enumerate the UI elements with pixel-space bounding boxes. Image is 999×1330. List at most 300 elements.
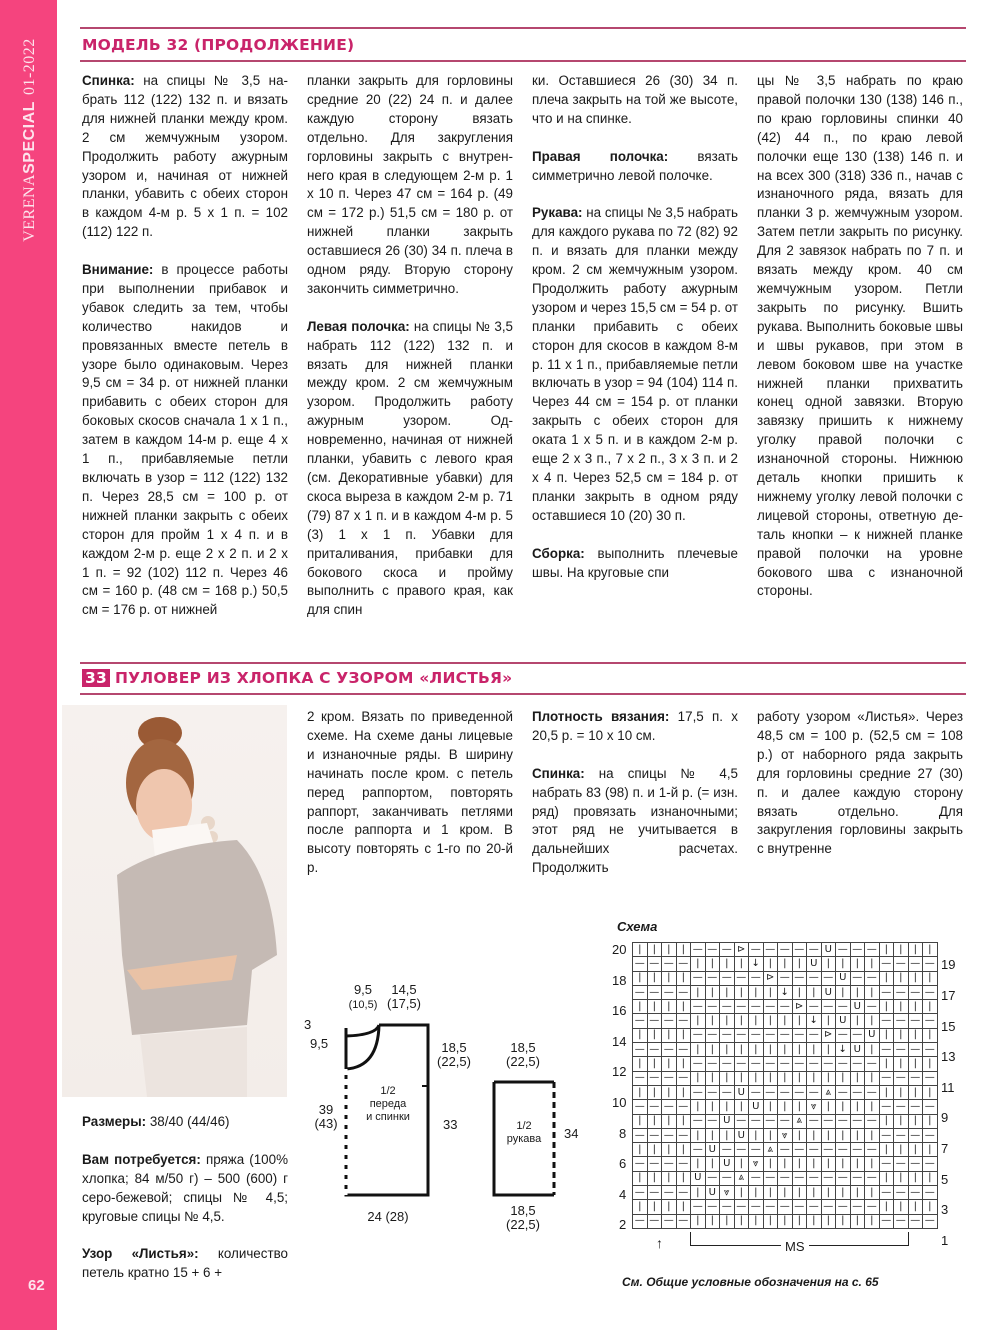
chart-cell: | [821,1100,836,1114]
chart-cell: | [908,1000,923,1014]
paragraph [307,318,513,621]
chart-cell: — [763,1114,778,1128]
body-piece-label: 1/2 переда и спинки [366,1085,410,1123]
chart-cell: — [894,1157,909,1171]
chart-cell: — [908,1071,923,1085]
chart-cell: U [705,1143,720,1157]
chart-cell: ⊳ [792,1000,807,1014]
paragraph-text: количество петель кратно 15 + 6 + [82,1246,288,1281]
chart-cell: — [879,957,894,971]
paragraph-text: планки закрыть для горловины средние 20 (22) 24 п. и далее каждую сторону вязать отдельно. Для закругления горловины закрыть с внутреннего края в следующем 2-м р. 1 х 10 п. Через 47 см = 164 р. (49 см = 172 р.) 51,5 см = 180 р. от нижней планки закрыть оставшиеся 26 (30) 34 п. плеча в одном ряду. Вторую сторону закончить симметрично. [307,73,513,296]
chart-cell: | [807,985,822,999]
paragraph-text: 2 кром. Вязать по приведенной схеме. На схеме даны лицевые и изнаночные ряды. В ширину начинать после кром. с петель перед раппортом, повторять раппорт, заканчивать петлями после раппорта и 1 кром. В высоту повторять с 1-го по 20-й р. [307,709,513,876]
chart-cell: — [836,1171,851,1185]
chart-cell: | [778,1157,793,1171]
chart-title: Схема [617,919,658,934]
chart-cell: — [662,1157,677,1171]
chart-cell: | [705,1100,720,1114]
chart-cell: | [734,1100,749,1114]
model-number-badge: 33 [82,669,110,687]
row-number: 2 [619,1217,627,1233]
chart-cell: — [879,985,894,999]
chart-cell: — [647,1214,662,1228]
paragraph-text: на спицы № 3,5 набрать 112 (122) 132 п. и вязать для нижней планки между кром. 2 см жемчужным узором. Продолжить работу ажурным узором. Одновременно, начиная от нижней планки, убавить с левого края (см. Декоративные убавки) для скоса выреза в каждом 2-м р. 71 (79) 87 х 1 п. и в каждом 4-м р. 5 (3) 1 х 1 п. Убавки для приталивания, прибавки для бокового скоса и пройму выполнить с правого края, как для спин [307,318,513,618]
chart-cell: | [894,971,909,985]
dim-side-height: 33 [443,1117,458,1132]
chart-cell: — [850,1200,865,1214]
chart-cell: — [850,1143,865,1157]
chart-cell: — [792,1200,807,1214]
chart-cell: — [720,943,735,957]
chart-cell: | [676,1000,691,1014]
chart-cell: ⩔ [807,1100,822,1114]
chart-cell: — [894,1186,909,1200]
chart-cell: | [908,1057,923,1071]
chart-cell: — [763,943,778,957]
chart-cell: | [749,1186,764,1200]
chart-row-2 [633,1200,938,1214]
chart-cell: | [647,1143,662,1157]
chart-cell: | [923,1028,938,1042]
row-number: 5 [941,1171,949,1187]
chart-cell: U [850,1000,865,1014]
chart-cell: | [734,1157,749,1171]
chart-cell: | [894,943,909,957]
chart-row-5 [633,1157,938,1171]
chart-cell: — [720,1028,735,1042]
paragraph-label: Размеры: [82,1114,147,1129]
chart-cell: — [908,1157,923,1171]
chart-cell: | [923,1000,938,1014]
chart-cell: — [647,1071,662,1085]
chart-cell: — [908,985,923,999]
chart-cell: — [720,1085,735,1099]
row-number: 19 [941,957,956,973]
chart-row-20 [633,943,938,957]
chart-cell: — [807,1171,822,1185]
chart-cell: | [908,1171,923,1185]
chart-cell: | [778,1014,793,1028]
chart-cell: ⊳ [763,971,778,985]
chart-cell: — [865,1057,880,1071]
chart-cell: — [749,1028,764,1042]
chart-cell: | [923,1057,938,1071]
chart-cell: | [836,1186,851,1200]
paragraph [532,204,738,525]
chart-cell: ⩔ [749,1157,764,1171]
chart-cell: | [821,1214,836,1228]
chart-cell: — [749,1000,764,1014]
chart-cell: | [676,1114,691,1128]
chart-cell: — [676,1043,691,1057]
chart-cell: | [894,1114,909,1128]
chart-cell: | [691,1186,706,1200]
chart-cell: — [633,1043,648,1057]
chart-cell: — [908,1214,923,1228]
chart-cell: — [923,957,938,971]
chart-cell: | [647,1000,662,1014]
chart-cell: | [705,1043,720,1057]
chart-cell: — [807,1000,822,1014]
chart-cell: — [749,1200,764,1214]
chart-cell: — [836,1057,851,1071]
row-number: 15 [941,1018,956,1034]
chart-cell: — [705,943,720,957]
paragraph-label: Рукава: [532,205,583,221]
text-column [532,708,738,878]
chart-cell: | [720,957,735,971]
chart-cell: — [923,1128,938,1142]
dim-armhole-height: 18,5 (22,5) [437,1040,471,1069]
paragraph [757,708,963,859]
row-number: 4 [619,1186,627,1202]
chart-cell: | [850,957,865,971]
chart-cell: | [894,1200,909,1214]
chart-cell: U [705,1186,720,1200]
chart-cell: — [792,1028,807,1042]
chart-cell: — [734,1114,749,1128]
row-number: 3 [941,1202,949,1218]
chart-row-9 [633,1100,938,1114]
chart-cell: — [633,1214,648,1228]
chart-row-18 [633,971,938,985]
chart-cell: — [792,1057,807,1071]
chart-cell: | [763,1214,778,1228]
chart-cell: — [633,957,648,971]
chart-cell: | [807,1214,822,1228]
chart-cell: — [923,1100,938,1114]
chart-cell: U [720,1114,735,1128]
chart-cell: | [908,1028,923,1042]
divider [80,60,966,62]
chart-cell: — [691,1200,706,1214]
row-number: 14 [612,1033,627,1049]
chart-cell: — [850,1028,865,1042]
chart-cell: ⩔ [720,1186,735,1200]
chart-cell: | [705,957,720,971]
chart-row-17 [633,985,938,999]
chart-cell: — [778,1085,793,1099]
chart-cell: — [778,943,793,957]
chart-cell: — [865,1200,880,1214]
chart-cell: — [778,1028,793,1042]
chart-cell: — [923,1186,938,1200]
chart-cell: — [836,1028,851,1042]
chart-cell: | [691,1128,706,1142]
chart-cell: — [676,1157,691,1171]
chart-cell: | [894,1171,909,1185]
chart-cell: | [749,985,764,999]
chart-cell: | [720,1214,735,1228]
row-number: 6 [619,1156,627,1172]
chart-cell: | [908,971,923,985]
chart-cell: | [865,1186,880,1200]
chart-cell: — [865,1171,880,1185]
chart-cell: — [691,1143,706,1157]
chart-cell: U [807,957,822,971]
chart-cell: — [778,1057,793,1071]
text-column [307,708,513,878]
chart-cell: | [821,1043,836,1057]
chart-cell: — [850,943,865,957]
chart-cell: — [647,1157,662,1171]
chart-cell: — [807,1200,822,1214]
dim-sleeve-top: 18,5 (22,5) [506,1040,540,1069]
pattern-diagram [300,975,600,1235]
chart-cell: — [850,1171,865,1185]
chart-cell: | [633,1057,648,1071]
dim-sleeve-height: 34 [564,1126,579,1141]
chart-cell: | [647,1114,662,1128]
chart-cell: — [647,957,662,971]
chart-cell: | [807,1043,822,1057]
chart-cell: — [662,1214,677,1228]
paragraph-text: на спицы № 3,5 набрать 112 (122) 132 п. и вязать для нижней планки между кром. 2 см жемчужным узором. Продолжить работу ажурным узором и, начиная от нижней планки, убавить с обеих сторон в каждом 4-м р. 5 х 1 п. = 102 (112) 122 п. [82,73,288,240]
chart-cell: | [691,957,706,971]
chart-cell: — [792,1171,807,1185]
paragraph-text: на спицы № 4,5 набрать 83 (98) п. и 1-й р. (= изн. ряд) провязать изнаночными; этот ряд не учитывается в дальнейших расчетах. Продолжить [532,765,738,876]
chart-cell: — [763,1200,778,1214]
chart-cell: | [879,1171,894,1185]
chart-cell: | [749,1214,764,1228]
chart-cell: ⩓ [792,1114,807,1128]
chart-cell: — [734,971,749,985]
chart-cell: — [923,985,938,999]
chart-cell: — [821,1171,836,1185]
chart-cell: — [662,985,677,999]
chart-cell: | [923,1114,938,1128]
chart-cell: | [734,1071,749,1085]
dim-neck-width: 9,5 (10,5) [348,982,378,1011]
chart-cell: U [821,943,836,957]
chart-cell: — [879,1100,894,1114]
chart-cell: — [923,1214,938,1228]
chart-cell: U [850,1043,865,1057]
chart-cell: | [850,985,865,999]
paragraph [82,1151,288,1227]
paragraph-text: на спицы № 3,5 набрать для каждого рукава по 72 (82) 92 п. и вязать для планки между кром. 2 см жемчужным узором. Продолжить работу ажурным узором и через 15,5 см = 54 р. от планки прибавить с обеих сторон для скосов в каждом 8-м р. 11 х 1 п., прибавляемые петли включать в узор = 94 (104) 114 п. Через 44 см = 154 р. от планки закрыть с обеих сторон для оката 1 х 5 п. и в каждом 2-м р. еще 2 х 3 п., 7 х 2 п., 3 х 3 п. и 2 х 4 п. Через 52,5 см = 184 р. от планки закрыть в одном ряду оставшиеся 10 (20) 30 п. [532,205,738,523]
chart-cell: | [633,1143,648,1157]
paragraph-label: Спинка: [532,765,585,781]
chart-cell: U [734,1128,749,1142]
chart-cell: — [836,1085,851,1099]
paragraph [532,708,738,746]
chart-cell: | [763,1100,778,1114]
chart-cell: — [676,1214,691,1228]
chart-cell: | [879,1200,894,1214]
chart-cell: | [894,1000,909,1014]
dim-shoulder-width: 14,5 (17,5) [387,982,421,1011]
section-title-32: МОДЕЛЬ 32 (ПРОДОЛЖЕНИЕ) [82,36,355,54]
chart-cell: | [821,1014,836,1028]
paragraph [82,1113,288,1132]
chart-cell: — [662,1014,677,1028]
chart-cell: — [865,1000,880,1014]
brand-issue: 01-2022 [21,38,38,96]
chart-cell: | [647,1057,662,1071]
chart-cell: — [792,971,807,985]
chart-cell: | [865,1043,880,1057]
chart-cell: — [850,1057,865,1071]
chart-cell: | [850,1186,865,1200]
chart-cell: U [836,971,851,985]
chart-cell: — [850,971,865,985]
dim-neck-drop: 3 [304,1017,312,1032]
chart-cell: | [734,957,749,971]
chart-cell: | [865,1014,880,1028]
row-number: 8 [619,1125,627,1141]
chart-cell: — [894,1043,909,1057]
chart-cell: | [749,1071,764,1085]
chart-cell: | [821,957,836,971]
chart-cell: — [894,1100,909,1114]
chart-cell: — [647,1014,662,1028]
dim-body-height: 39 (43) [314,1102,338,1131]
chart-cell: — [705,1171,720,1185]
chart-cell: — [705,1057,720,1071]
chart-cell: | [923,1085,938,1099]
chart-cell: — [792,1085,807,1099]
chart-cell: — [691,943,706,957]
chart-cell: | [662,943,677,957]
chart-cell: — [908,957,923,971]
dim-sleeve-bottom: 18,5 (22,5) [506,1203,540,1232]
chart-cell: — [691,1000,706,1014]
chart-cell: — [763,1085,778,1099]
chart-cell: | [792,957,807,971]
text-column [757,72,963,601]
paragraph-label: Сборка: [532,545,585,561]
chart-cell: | [865,1214,880,1228]
chart-cell: | [879,943,894,957]
chart-cell: | [908,1085,923,1099]
chart-cell: ⩓ [821,1085,836,1099]
chart-cell: — [691,1085,706,1099]
chart-cell: — [633,1128,648,1142]
paragraph-text: пряжа (100% хлопка; 84 м/50 г) – 500 (600) г серо-бежевой; спицы № 4,5; круговые спицы № 4,5. [82,1151,288,1224]
chart-cell: — [633,1014,648,1028]
chart-cell: | [894,1028,909,1042]
chart-cell: | [821,1071,836,1085]
chart-cell: | [662,1114,677,1128]
chart-row-3 [633,1186,938,1200]
chart-cell: | [792,1128,807,1142]
row-number: 1 [941,1232,949,1248]
chart-cell: U [821,985,836,999]
chart-cell: ⩔ [778,1128,793,1142]
chart-cell: | [792,1186,807,1200]
chart-cell: | [908,1200,923,1214]
chart-cell: — [821,1200,836,1214]
chart-cell: | [763,1043,778,1057]
chart-cell: | [705,985,720,999]
chart-cell: — [676,985,691,999]
chart-row-10 [633,1085,938,1099]
paragraph-label: Узор «Листья»: [82,1246,199,1262]
chart-cell: | [923,943,938,957]
row-number: 7 [941,1140,949,1156]
chart-cell: | [908,1114,923,1128]
chart-cell: — [705,1200,720,1214]
legend-reference: См. Общие условные обозначения на с. 65 [622,1275,879,1289]
chart-cell: | [778,957,793,971]
chart-cell: | [865,1100,880,1114]
chart-cell: | [633,1171,648,1185]
paragraph-text: ки. Оставшиеся 26 (30) 34 п. плеча закрыть на той же высоте, что и на спинке. [532,73,738,126]
chart-cell: | [879,1028,894,1042]
chart-cell: ⩓ [734,1171,749,1185]
chart-cell: ↓ [836,1043,851,1057]
chart-cell: — [778,1114,793,1128]
chart-cell: — [705,971,720,985]
chart-cell: — [705,1085,720,1099]
chart-cell: — [879,1014,894,1028]
chart-row-4 [633,1171,938,1185]
chart-cell: — [720,1143,735,1157]
chart-cell: — [778,1200,793,1214]
chart-cell: — [778,971,793,985]
chart-cell: — [662,1043,677,1057]
chart-cell: — [894,1214,909,1228]
chart-cell: — [836,1200,851,1214]
paragraph-text: 38/40 (44/46) [146,1114,230,1129]
chart-cell: — [908,1043,923,1057]
chart-cell: | [749,1128,764,1142]
chart-cell: | [923,1171,938,1185]
chart-cell: | [676,1200,691,1214]
chart-cell: — [923,1157,938,1171]
chart-cell: — [647,985,662,999]
chart-cell: | [633,1000,648,1014]
chart-cell: — [647,1100,662,1114]
chart-cell: — [705,1028,720,1042]
chart-cell: — [720,1171,735,1185]
chart-cell: — [734,1000,749,1014]
chart-cell: | [865,1128,880,1142]
chart-cell: | [792,1043,807,1057]
chart-cell: | [807,1186,822,1200]
chart-cell: — [720,971,735,985]
chart-row-6 [633,1143,938,1157]
paragraph-text: 17,5 п. х 20,5 р. = 10 х 10 см. [532,709,738,743]
chart-cell: | [763,957,778,971]
sleeve-piece-label: 1/2 рукава [506,1120,542,1145]
chart-cell: ↓ [749,957,764,971]
chart-cell: — [691,1057,706,1071]
chart-cell: — [720,1200,735,1214]
chart-cell: — [662,1100,677,1114]
chart-cell: | [865,985,880,999]
chart-cell: — [879,1157,894,1171]
chart-cell: | [633,1200,648,1214]
chart-cell: | [778,1071,793,1085]
chart-cell: | [662,1200,677,1214]
chart-cell: — [633,1071,648,1085]
chart-cell: — [836,1114,851,1128]
chart-cell: | [850,1128,865,1142]
paragraph [82,72,288,242]
paragraph-label: Правая полочка: [532,148,669,164]
chart-cell: — [908,1128,923,1142]
paragraph-label: Спинка: [82,73,135,88]
chart-cell: — [792,1143,807,1157]
chart-row-14 [633,1028,938,1042]
chart-cell: — [879,1214,894,1228]
chart-cell: | [836,1100,851,1114]
chart-cell: | [894,1085,909,1099]
chart-cell: | [836,1157,851,1171]
chart-cell: | [778,1186,793,1200]
